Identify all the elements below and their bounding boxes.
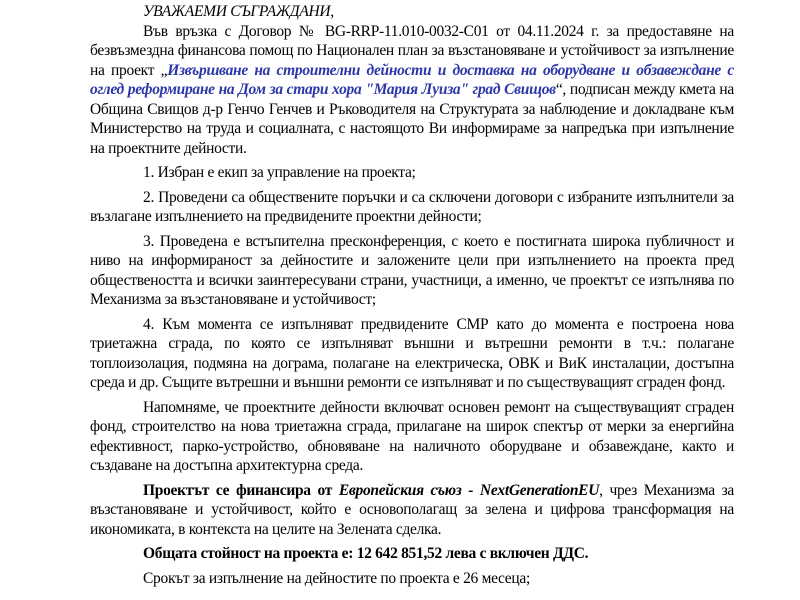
progress-item-3: 3. Проведена е встъпителна пресконференция, с което е постигната широка публичност и ниво на информираност за дейностите и заложените цели при изпълнението на проекта пред обществеността и всички заинтересувани страни, участници, а именно, че проектът се изпълнява по Механизма за възстановяване и устойчивост; [90,232,734,308]
reminder-paragraph: Напомняме, че проектните дейности включват основен ремонт на съществуващият сграден фонд, строителство на нова триетажна сграда, прилагане на широк спектър от мерки за енергийна ефективност, парко-устройство, обновяване на наличното оборудване и обзавеждане, както и създаване на достъпна архитектурна среда. [90,398,734,474]
funding-rest-text: , чрез Механизма за възстановяване и устойчивост, който е основополагащ за зелена и цифрова трансформация на икономиката, в контекста на целите на Зелената сделка. [90,481,734,538]
intro-pre-text: Във връзка с Договор № BG-RRP-11.010-0032-C01 от 04.11.2024 г. за предоставяне на безвъзмездна финансова помощ по Национален план за възстановяване и устойчивост за изпълнение на проект „ [90,22,734,79]
progress-item-2: 2. Проведени са обществените поръчки и са сключени договори с избраните изпълнители за възлагане изпълнението на предвидените проектни дейности; [90,188,734,225]
funding-lead-text: Проектът се финансира от [143,481,339,499]
progress-item-1: 1. Избран е екип за управление на проекта; [143,164,416,181]
intro-paragraph [90,22,734,159]
eu-nextgeneration-text: Европейския съюз - NextGenerationEU [338,481,600,499]
progress-item-4: 4. Към момента се изпълняват предвидените СМР като до момента е построена нова триетажна сграда, по която се изпълняват външни и вътрешни ремонти в т.ч.: полагане топлоизолация, подмяна на дограма, полагане на електрическа, ОВК и ВиК инсталации, достъпна среда и др. Същите вътрешни и външни ремонти се изпълняват и по съществуващият сграден фонд. [90,315,734,391]
intro-post-text: “, подписан между кмета на Община Свищов д-р Генчо Генчев и Ръководителя на Структурата за наблюдение и докладване към Министерство на труда и социалната, с настоящото Ви информираме за напредъка при изпълнение на проектните дейности. [90,81,735,157]
project-title: Извършване на строителни дейности и доставка на оборудване и обзавеждане с оглед реформиране на Дом за стари хора "Мария Луиза" град Свищов [90,61,735,98]
funding-paragraph [90,481,734,540]
salutation-line: УВАЖАЕМИ СЪГРАЖДАНИ, [143,3,334,20]
duration-line: Срокът за изпълнение на дейностите по проекта е 26 месеца; [143,569,530,587]
total-value-line: Общата стойност на проекта е: 12 642 851,52 лева с включен ДДС. [143,545,589,562]
